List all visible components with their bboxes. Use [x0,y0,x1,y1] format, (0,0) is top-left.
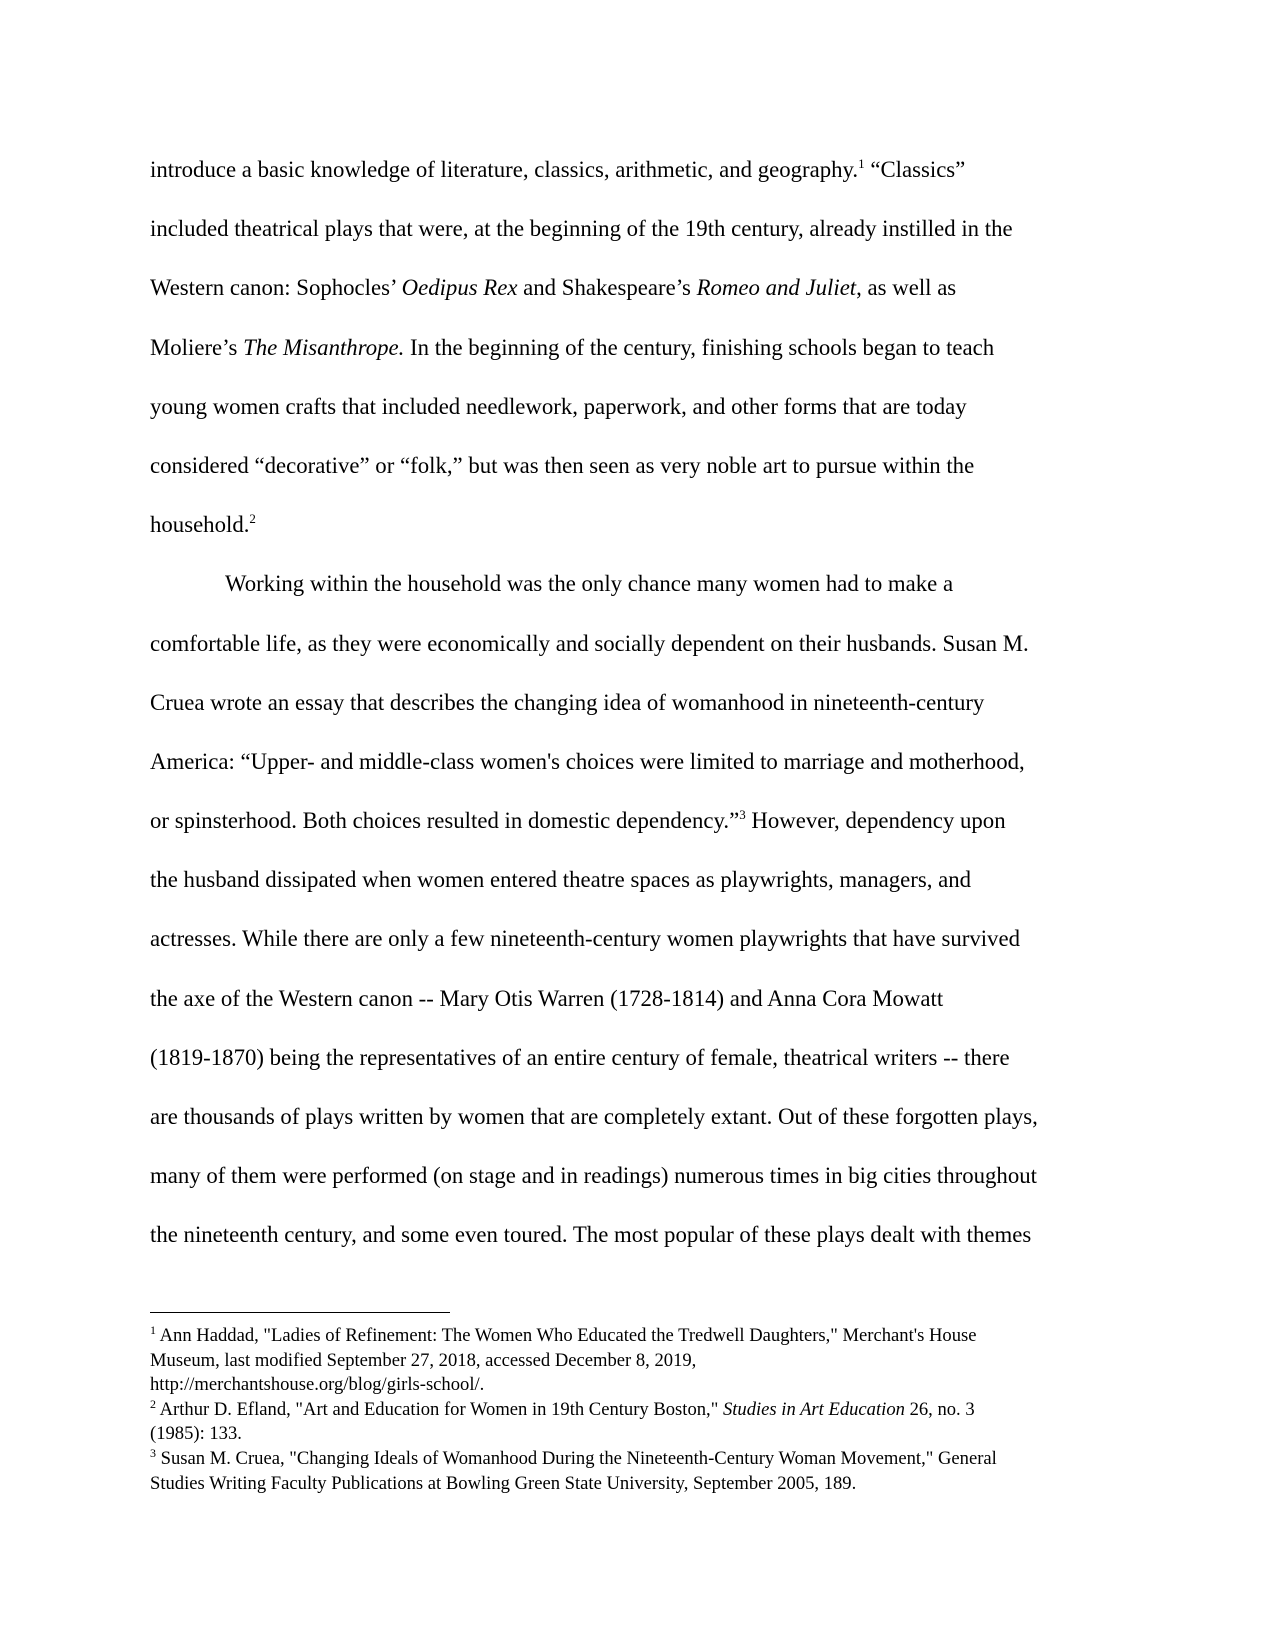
body-line: introduce a basic knowledge of literature, classics, arithmetic, and geography.$^1$ “Classics” [150,156,966,182]
body-line: or spinsterhood. Both choices resulted in domestic dependency.”$^3$ However, dependency upon [150,807,1006,834]
journal-title: Studies in Art Education [722,1398,905,1420]
body-line: Western canon: Sophocles’ Oedipus Rex and Shakespeare’s Romeo and Juliet, as well as [150,275,957,301]
body-line: household.$^2$ [150,511,256,538]
footnote-3: $^3$ Susan M. Cruea, "Changing Ideals of Womanhood During the Nineteenth-Century Woman Movement," General [150,1445,997,1469]
footnote-number-2: 2 [150,1396,156,1411]
title-romeo-and-juliet: Romeo and Juliet [696,275,857,301]
footnotes [150,1324,1150,1496]
body-line: considered “decorative” or “folk,” but was then seen as very noble art to pursue within the [150,452,975,478]
title-oedipus-rex: Oedipus Rex [401,275,518,301]
footnote-2-continued: (1985): 133. [150,1423,242,1445]
body-text [150,140,1135,1265]
footnote-2: $^2$ Arthur D. Efland, "Art and Education for Women in 19th Century Boston," Studies in Art Education 26, no. 3 [150,1396,975,1420]
body-line: Working within the household was the only chance many women had to make a [225,571,954,597]
body-line: many of them were performed (on stage and in readings) numerous times in big cities throughout [150,1163,1037,1189]
body-line: the axe of the Western canon -- Mary Otis Warren (1728-1814) and Anna Cora Mowatt [150,985,944,1011]
body-line: Cruea wrote an essay that describes the changing idea of womanhood in nineteenth-century [150,689,985,715]
footnote-ref-3[interactable]: 3 [739,807,746,823]
footnote-1-url[interactable]: http://merchantshouse.org/blog/girls-school/. [150,1374,485,1396]
footnote-3-continued: Studies Writing Faculty Publications at Bowling Green State University, September 2005, 189. [150,1472,857,1494]
body-line: comfortable life, as they were economically and socially dependent on their husbands. Susan M. [150,630,1029,656]
body-line: the husband dissipated when women entered theatre spaces as playwrights, managers, and [150,867,972,893]
footnote-separator [150,1312,450,1313]
body-line: included theatrical plays that were, at the beginning of the 19th century, already instilled in the [150,216,1013,242]
body-line: (1819-1870) being the representatives of an entire century of female, theatrical writers -- there [150,1044,1010,1070]
body-line: the nineteenth century, and some even toured. The most popular of these plays dealt with themes [150,1222,1032,1248]
body-line: Moliere’s The Misanthrope. In the beginning of the century, finishing schools began to teach [150,334,995,360]
footnote-number-1: 1 [150,1323,156,1337]
footnote-ref-1[interactable]: 1 [858,156,865,171]
body-line: America: “Upper- and middle-class women's choices were limited to marriage and motherhood, [150,748,1025,774]
footnote-1: $^1$ Ann Haddad, "Ladies of Refinement: The Women Who Educated the Tredwell Daughters," Merchant's House [150,1323,977,1346]
body-line: are thousands of plays written by women that are completely extant. Out of these forgotten plays, [150,1104,1038,1129]
title-the-misanthrope: The Misanthrope. [243,334,405,360]
footnote-ref-2[interactable]: 2 [249,511,256,527]
footnote-number-3: 3 [150,1445,156,1460]
footnote-1-continued: Museum, last modified September 27, 2018, accessed December 8, 2019, [150,1349,697,1371]
body-line: young women crafts that included needlework, paperwork, and other forms that are today [150,393,967,419]
body-line: actresses. While there are only a few nineteenth-century women playwrights that have survived [150,926,1020,952]
